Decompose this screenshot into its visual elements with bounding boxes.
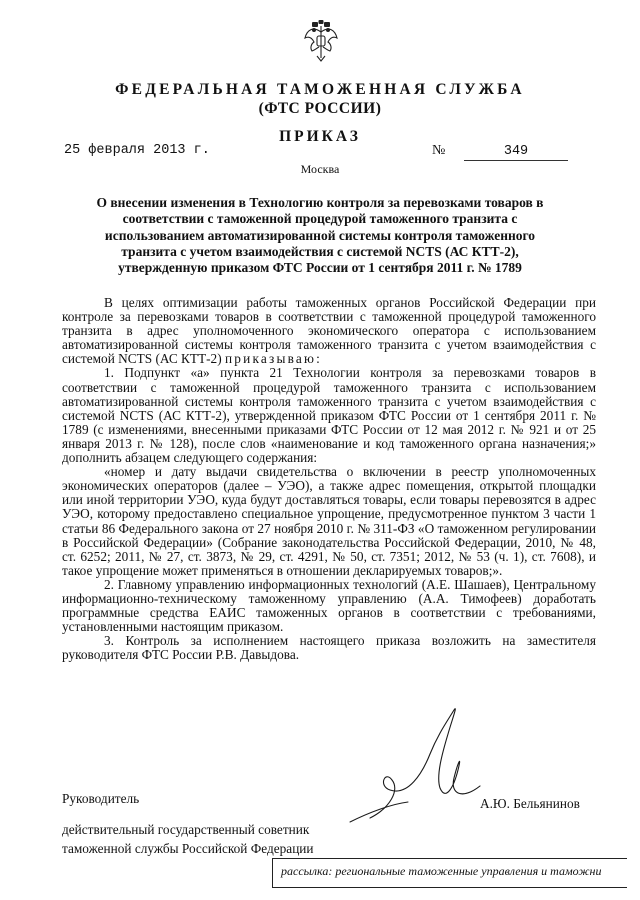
- signatory-position-line3: таможенной службы Российской Федерации: [62, 841, 314, 856]
- order-number: 349: [464, 143, 568, 161]
- distribution-box: [272, 858, 627, 888]
- item-2: 2. Главному управлению информационных технологий (А.Е. Шашаев), Центральному информационно-техническому таможенному управлению (А.А. Тимофеев) доработать программные средства ЕАИС таможенных органов в соответствии с требованиями, установленными настоящим приказом.: [62, 576, 596, 635]
- distribution-text: рассылка: региональные таможенные управления и таможни: [281, 864, 602, 878]
- signatory-position-line2: действительный государственный советник: [62, 822, 310, 837]
- item-3: 3. Контроль за исполнением настоящего приказа возложить на заместителя руководителя ФТС России Р.В. Давыдова.: [62, 633, 596, 663]
- item-1: 1. Подпункт «а» пункта 21 Технологии контроля за перевозками товаров в соответствии с таможенной процедурой таможенного транзита с использованием автоматизированной системы контроля таможенного транзита с учетом взаимодействия с системой NCTS (АС КТТ-2), утвержденной приказом ФТС России от 1 сентября 2011 г. № 1789 (с изменениями, внесенными приказами ФТС России от 12 мая 2012 г. № 921 и от 25 января 2013 г. № 128), после слов «наименование и код таможенного органа назначения;» дополнить абзацем следующего содержания:: [62, 365, 596, 466]
- document-type: ПРИКАЗ: [279, 128, 361, 145]
- document-title: О внесении изменения в Технологию контроля за перевозками товаров в соответствии с таможенной процедурой таможенного транзита с использованием автоматизированной системы контроля таможенного транзита с учетом взаимодействия с системой NCTS (АС КТТ-2), утвержденную приказом ФТС России от 1 сентября 2011 г. № 1789: [96, 195, 544, 276]
- directive-word: приказываю:: [224, 351, 323, 367]
- agency-abbreviation: (ФТС РОССИИ): [258, 100, 382, 117]
- signatory-name: А.Ю. Бельянинов: [480, 796, 580, 811]
- signatory-position-line1: Руководитель: [62, 791, 140, 806]
- order-number-label: №: [432, 143, 446, 158]
- preamble-paragraph: [62, 296, 596, 366]
- document-body: [62, 296, 596, 662]
- order-date: 25 февраля 2013 г.: [64, 143, 210, 158]
- coat-of-arms-icon: [303, 20, 339, 64]
- order-city: Москва: [300, 162, 340, 176]
- agency-name: ФЕДЕРАЛЬНАЯ ТАМОЖЕННАЯ СЛУЖБА: [115, 81, 525, 98]
- preamble-text: В целях оптимизации работы таможенных органов Российской Федерации при контроле за перевозками товаров в соответствии с таможенной процедурой таможенного транзита в адрес уполномоченного экономического оператора с использованием автоматизированной системы контроля таможенного транзита с учетом взаимодействия с системой NCTS (АС КТТ-2): [62, 295, 596, 367]
- item-1-quote: «номер и дату выдачи свидетельства о включении в реестр уполномоченных экономических операторов (далее – УЭО), а также адрес помещения, открытой площадки или иной территории УЭО, куда будут доставляться товары, если товары перевозятся в адрес УЭО, которому предоставлено специальное упрощение, предусмотренное пунктом 3 части 1 статьи 86 Федерального закона от 27 ноября 2010 г. № 311-ФЗ «О таможенном регулировании в Российской Федерации» (Собрание законодательства Российской Федерации, 2010, № 48, ст. 6252; 2011, № 27, ст. 3873, № 29, ст. 4291, № 50, ст. 7351; 2012, № 53 (ч. 1), ст. 7608), и такое упрощение может применяться в отношении декларируемых товаров;».: [62, 464, 596, 578]
- signatory-position: [62, 789, 314, 858]
